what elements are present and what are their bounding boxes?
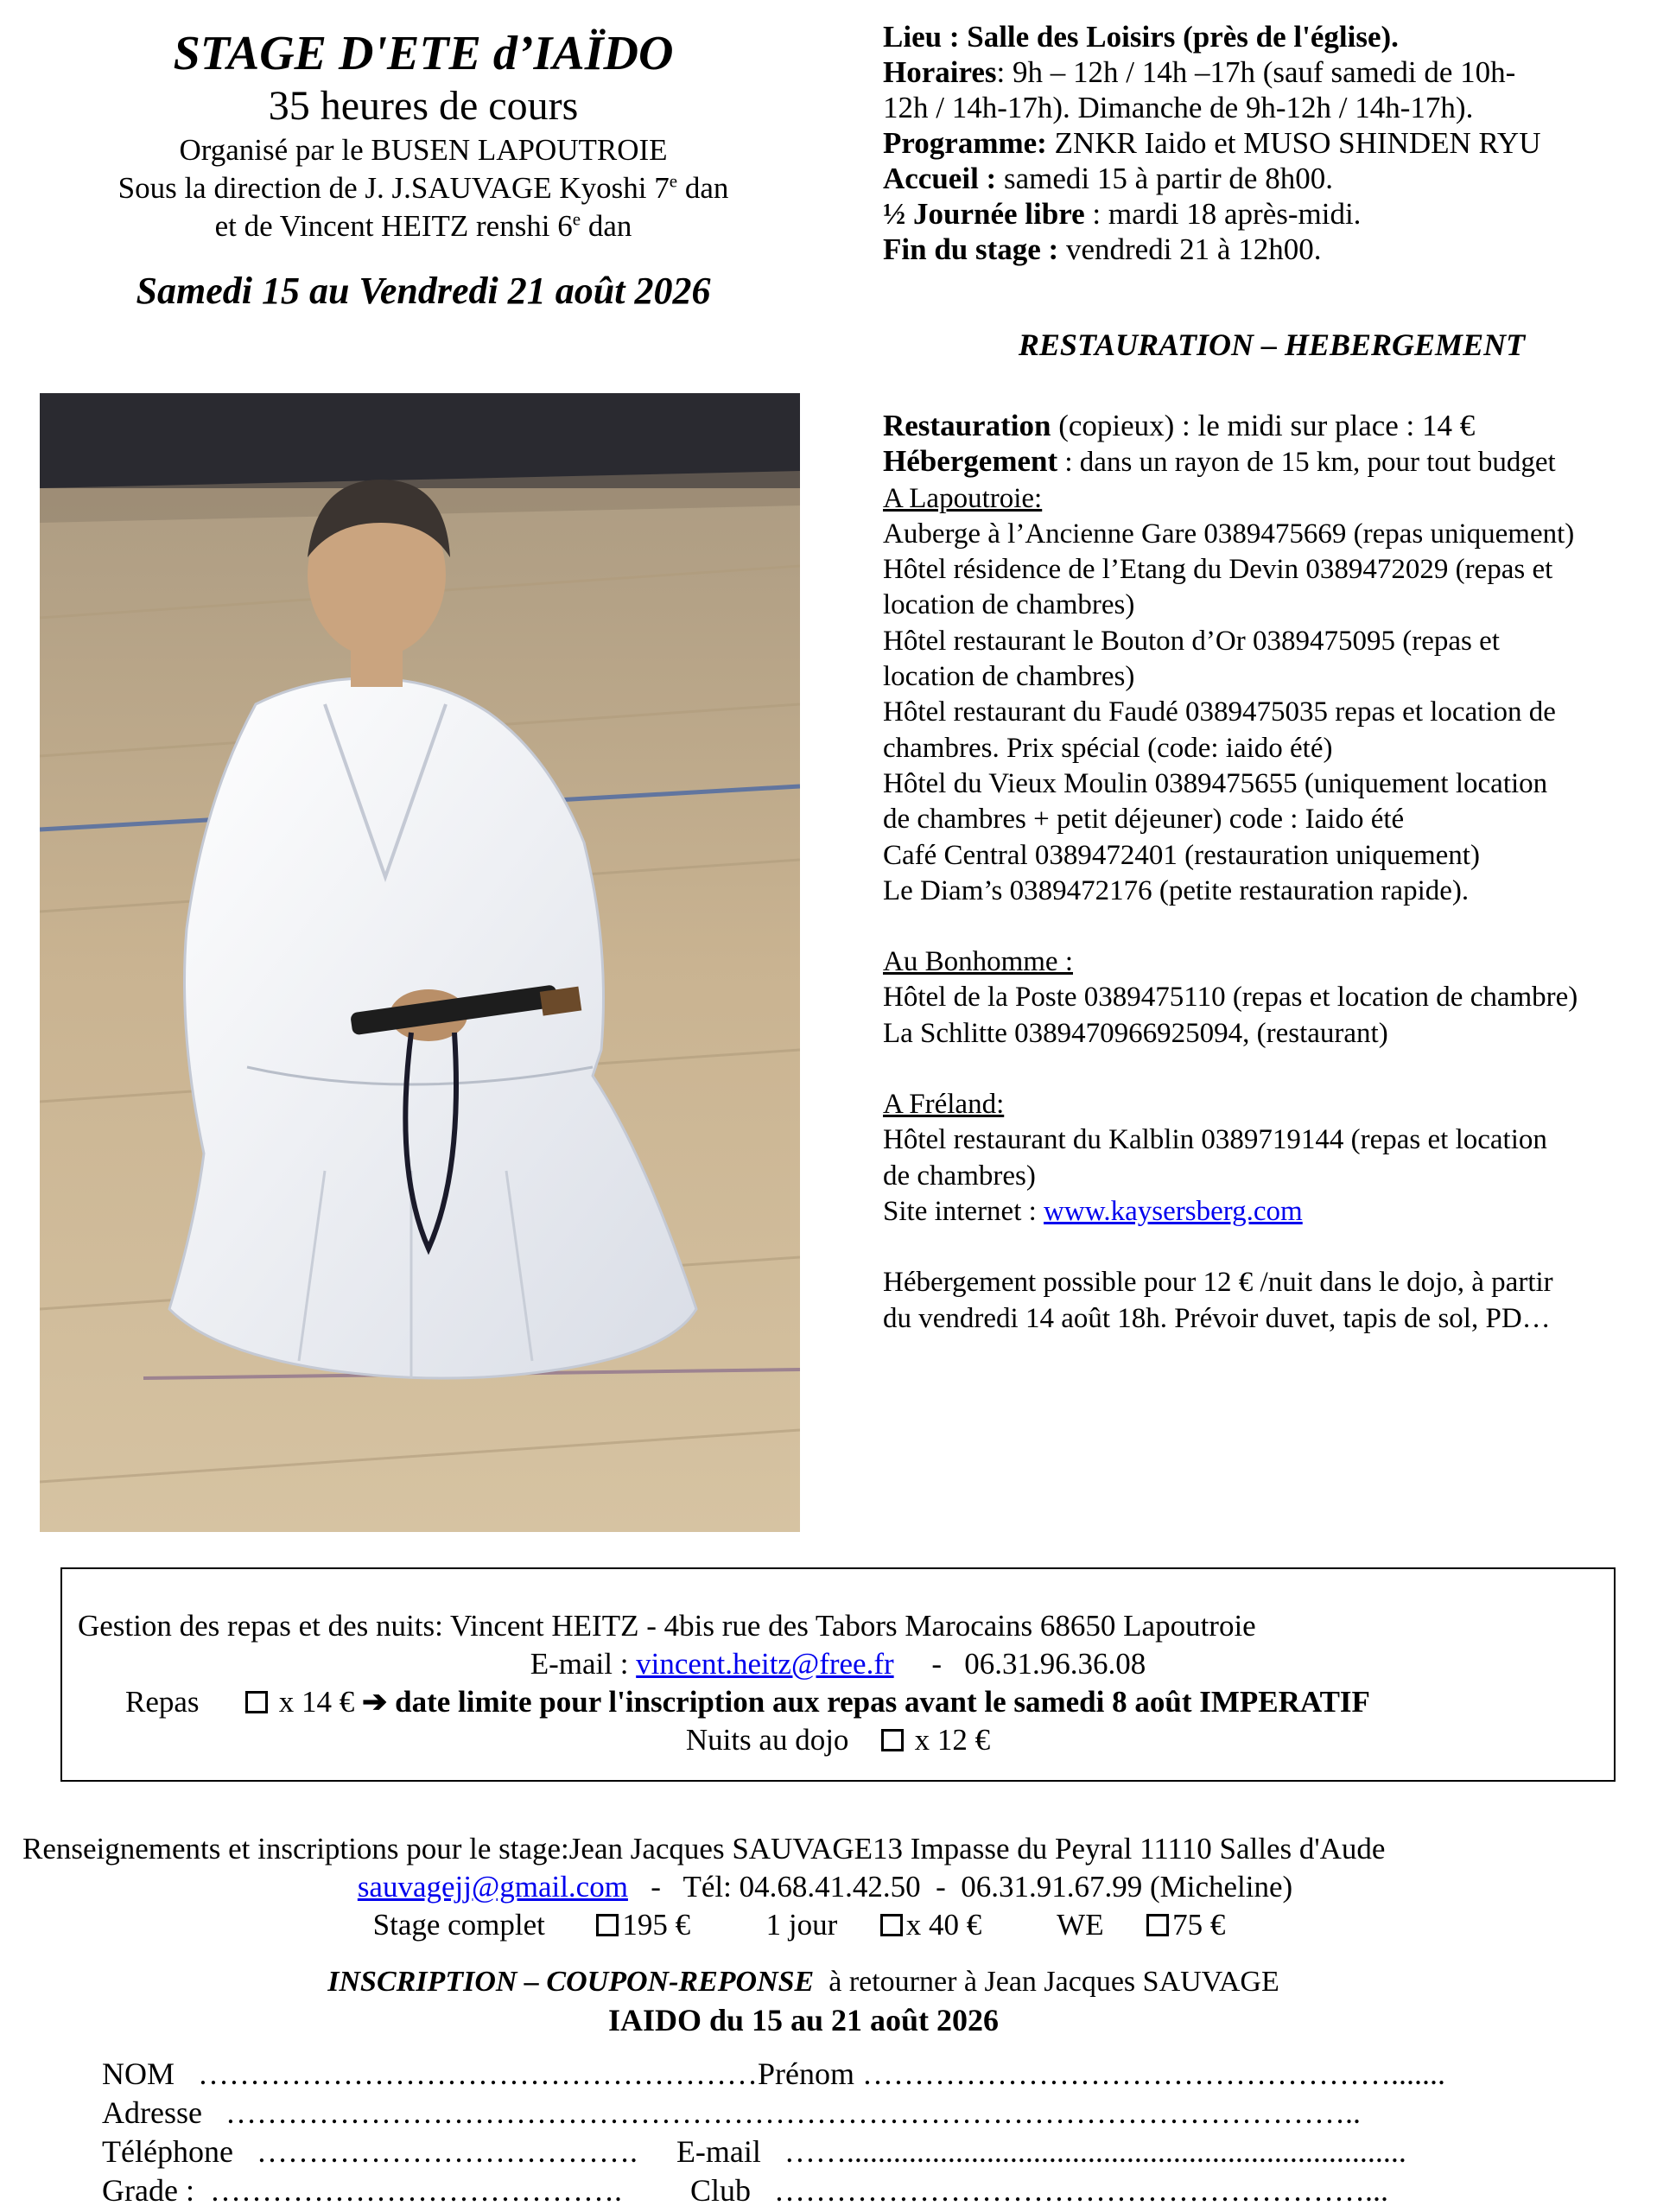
restauration-section (883, 408, 1660, 1337)
subtitle: 35 heures de cours (268, 83, 579, 129)
horaires-line-2: 12h / 14h-17h). Dimanche de 9h-12h / 14h-17h). (883, 91, 1474, 124)
coupon-heading: INSCRIPTION – COUPON-REPONSE à retourner à Jean Jacques SAUVAGE (327, 1966, 1279, 1998)
club-field[interactable]: Club …………………………………………………... (689, 2173, 1388, 2208)
list-item: Auberge à l’Ancienne Gare 0389475669 (repas uniquement) (883, 518, 1575, 550)
list-item: Hôtel restaurant du Faudé 0389475035 repas et location de (883, 696, 1556, 728)
un-jour-checkbox[interactable] (880, 1914, 903, 1936)
site-link[interactable]: www.kaysersberg.com (1044, 1195, 1303, 1227)
adresse-label: Adresse (102, 2095, 202, 2130)
gestion-line: Gestion des repas et des nuits: Vincent HEITZ - 4bis rue des Tabors Marocains 68650 Lapoutroie (78, 1609, 1256, 1643)
direction-line-2: et de Vincent HEITZ renshi 6e dan (214, 208, 632, 243)
horaires-line: Horaires: 9h – 12h / 14h –17h (sauf samedi de 10h- (883, 55, 1516, 89)
lieu-line: Lieu : Salle des Loisirs (près de l'église). (883, 20, 1399, 54)
list-item: chambres. Prix spécial (code: iaido été) (883, 732, 1333, 764)
stage-complet-checkbox[interactable] (596, 1914, 619, 1936)
stage-dates: Samedi 15 au Vendredi 21 août 2026 (136, 270, 711, 312)
list-item: Le Diam’s 0389472176 (petite restauration rapide). (883, 874, 1470, 906)
adresse-field[interactable]: Adresse ……………………………………………………………………………………………….. (102, 2095, 1361, 2130)
tarifs-line: Stage complet 195 € 1 jour x 40 € WE 75 € (372, 1908, 1226, 1942)
inscriptions-section (0, 1830, 1676, 2039)
dojo-line-2: du vendredi 14 août 18h. Prévoir duvet, tapis de sol, PD… (883, 1302, 1551, 1334)
restauration-line: Restauration (copieux) : le midi sur place : 14 € (883, 409, 1476, 442)
direction-line-1: Sous la direction de J. J.SAUVAGE Kyoshi 7e dan (117, 170, 729, 205)
nuits-line: Nuits au dojo x 12 € (685, 1723, 991, 1757)
we-checkbox[interactable] (1146, 1914, 1169, 1936)
repas-checkbox[interactable] (245, 1691, 268, 1713)
inscriptions-line: Renseignements et inscriptions pour le stage:Jean Jacques SAUVAGE13 Impasse du Peyral 11110 Salles d'Aude (22, 1832, 1386, 1866)
email-field[interactable]: E-mail ……........................................................................ (676, 2134, 1406, 2169)
telephone-field[interactable]: Téléphone ………………………………. (102, 2134, 676, 2169)
list-item: Hôtel résidence de l’Etang du Devin 0389472029 (repas et (883, 554, 1553, 586)
journee-libre-line: ½ Journée libre : mardi 18 après-midi. (883, 197, 1362, 231)
accueil-line: Accueil : samedi 15 à partir de 8h00. (883, 162, 1333, 195)
bonhomme-heading: Au Bonhomme : (883, 946, 1073, 978)
list-item: Hôtel du Vieux Moulin 0389475655 (uniquement location (883, 767, 1548, 799)
nom-label: NOM (102, 2056, 175, 2091)
list-item: location de chambres) (883, 589, 1135, 621)
freland-heading: A Fréland: (883, 1089, 1005, 1121)
nuits-checkbox[interactable] (881, 1729, 904, 1751)
lapoutroie-list (883, 517, 1660, 909)
grade-club-row (102, 2171, 1622, 2210)
organizer: Organisé par le BUSEN LAPOUTROIE (179, 133, 668, 167)
dojo-line-1: Hébergement possible pour 12 € /nuit dans le dojo, à partir (883, 1267, 1553, 1299)
coupon-subheading: IAIDO du 15 au 21 août 2026 (607, 2003, 1000, 2037)
inscriptions-email-link[interactable]: sauvagejj@gmail.com (357, 1870, 628, 1904)
repas-contact-line: E-mail : vincent.heitz@free.fr - 06.31.96.36.08 (530, 1647, 1146, 1681)
restauration-heading: RESTAURATION – HEBERGEMENT (1018, 327, 1526, 362)
repas-line: Repas x 14 € ➔ date limite pour l'inscription aux repas avant le samedi 8 août IMPERATIF (125, 1685, 1370, 1719)
repas-email-link[interactable]: vincent.heitz@free.fr (636, 1647, 894, 1681)
telephone-email-row (102, 2133, 1622, 2171)
iaido-practitioner-image (40, 393, 800, 1532)
list-item: de chambres) (883, 1160, 1036, 1192)
list-item: La Schlitte 0389470966925094, (restaurant) (883, 1017, 1388, 1049)
list-item: location de chambres) (883, 661, 1135, 693)
list-item: Hôtel restaurant le Bouton d’Or 0389475095 (repas et (883, 625, 1500, 657)
page-title: STAGE D'ETE d’IAÏDO (173, 27, 674, 80)
list-item: de chambres + petit déjeuner) code : Iaido été (883, 804, 1405, 836)
fin-stage-line: Fin du stage : vendredi 21 à 12h00. (883, 232, 1322, 266)
stage-info (883, 19, 1660, 267)
site-line: Site internet : www.kaysersberg.com (883, 1195, 1303, 1227)
list-item: Hôtel de la Poste 0389475110 (repas et location de chambre) (883, 982, 1578, 1014)
grade-field[interactable]: Grade : …………………………………. (102, 2173, 661, 2208)
coupon-form (102, 2055, 1622, 2210)
hebergement-line: Hébergement : dans un rayon de 15 km, pour tout budget (883, 444, 1556, 479)
nom-field[interactable]: NOM ………………………………………………Prénom ……………………………………………....... (102, 2056, 1446, 2091)
iaido-photo (40, 393, 800, 1532)
list-item: Café Central 0389472401 (restauration uniquement) (883, 839, 1480, 871)
programme-line: Programme: ZNKR Iaido et MUSO SHINDEN RYU (883, 126, 1541, 160)
repas-box (60, 1567, 1616, 1782)
left-header (35, 26, 812, 315)
lapoutroie-heading: A Lapoutroie: (883, 482, 1043, 514)
inscriptions-contact-line: sauvagejj@gmail.com - Tél: 04.68.41.42.50 - 06.31.91.67.99 (Micheline) (357, 1870, 1293, 1904)
arrow-icon: ➔ (362, 1685, 388, 1719)
list-item: Hôtel restaurant du Kalblin 0389719144 (repas et location (883, 1124, 1547, 1156)
